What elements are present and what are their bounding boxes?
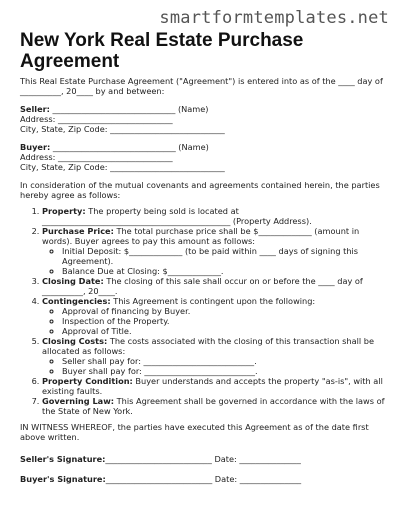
buyer-block bbox=[20, 142, 386, 172]
document-title: New York Real Estate Purchase Agreement bbox=[20, 30, 304, 72]
clause-governing-law-text: This Agreement shall be governed in accordance with the laws of the State of New York. bbox=[42, 396, 385, 416]
seller-date-field: Date: _______________ bbox=[211, 454, 301, 464]
buyer-signature-label: Buyer's Signature: bbox=[20, 474, 106, 484]
buyer-city-line: City, State, Zip Code: ____________________________ bbox=[20, 162, 225, 172]
clause-price-label: Purchase Price: bbox=[42, 226, 114, 236]
seller-address-line: Address: ____________________________ bbox=[20, 114, 173, 124]
clause-property-text: The property being sold is located at ______________________________________________ (Property Address). bbox=[42, 206, 312, 226]
clause-contingencies bbox=[42, 296, 386, 336]
clause-property-label: Property: bbox=[42, 206, 86, 216]
clause-price-text: The total purchase price shall be $_____________ (amount in words). Buyer agrees to pay this amount as follows: bbox=[42, 226, 360, 246]
seller-signature-label: Seller's Signature: bbox=[20, 454, 106, 464]
closing-costs-buyer: ◦ Buyer shall pay for: ___________________________. bbox=[62, 366, 386, 376]
closing-costs-sublist bbox=[42, 356, 386, 376]
price-initial-deposit: ◦ Initial Deposit: $_____________ (to be paid within ____ days of signing this Agreement). bbox=[62, 246, 386, 266]
buyer-date-field: Date: _______________ bbox=[212, 474, 302, 484]
price-balance-due: ◦ Balance Due at Closing: $_____________. bbox=[62, 266, 386, 276]
clause-closing-date-label: Closing Date: bbox=[42, 276, 104, 286]
clause-closing-costs-text: The costs associated with the closing of this transaction shall be allocated as follows: bbox=[42, 336, 374, 356]
seller-signature-line bbox=[20, 454, 386, 464]
clause-closing-date bbox=[42, 276, 386, 296]
contingency-financing: ◦ Approval of financing by Buyer. bbox=[62, 306, 386, 316]
seller-label: Seller: bbox=[20, 104, 50, 114]
clause-condition bbox=[42, 376, 386, 396]
seller-city-line: City, State, Zip Code: ____________________________ bbox=[20, 124, 225, 134]
seller-name-line bbox=[20, 104, 386, 114]
intro-paragraph: This Real Estate Purchase Agreement ("Agreement") is entered into as of the ____ day of __________, 20____ by and between: bbox=[20, 76, 383, 96]
clause-property bbox=[42, 206, 386, 226]
buyer-signature-line bbox=[20, 474, 386, 484]
contingency-title: ◦ Approval of Title. bbox=[62, 326, 386, 336]
contingency-inspection: ◦ Inspection of the Property. bbox=[62, 316, 386, 326]
contingencies-sublist bbox=[42, 306, 386, 336]
site-watermark: smartformtemplates.net bbox=[159, 8, 389, 28]
seller-block bbox=[20, 104, 386, 134]
clause-contingencies-text: This Agreement is contingent upon the following: bbox=[110, 296, 316, 306]
buyer-label: Buyer: bbox=[20, 142, 51, 152]
buyer-name-field: ______________________________ (Name) bbox=[50, 142, 209, 152]
seller-signature-blank: __________________________ bbox=[105, 454, 212, 464]
closing-costs-seller: ◦ Seller shall pay for: ___________________________. bbox=[62, 356, 386, 366]
buyer-address-line: Address: ____________________________ bbox=[20, 152, 173, 162]
clause-condition-text: Buyer understands and accepts the property "as-is", with all existing faults. bbox=[42, 376, 383, 396]
clause-closing-costs-label: Closing Costs: bbox=[42, 336, 108, 346]
buyer-signature-blank: __________________________ bbox=[105, 474, 213, 484]
clause-closing-date-text: The closing of this sale shall occur on or before the ____ day of __________, 20____. bbox=[42, 276, 363, 296]
seller-name-field: ______________________________ (Name) bbox=[49, 104, 209, 114]
consideration-paragraph: In consideration of the mutual covenants and agreements contained herein, the parties hereby agree as follows: bbox=[20, 180, 380, 200]
clause-contingencies-label: Contingencies: bbox=[42, 296, 111, 306]
clause-price bbox=[42, 226, 386, 276]
clause-governing-law-label: Governing Law: bbox=[42, 396, 115, 406]
clause-closing-costs bbox=[42, 336, 386, 376]
clause-list bbox=[20, 206, 386, 416]
witness-paragraph: IN WITNESS WHEREOF, the parties have executed this Agreement as of the date first above written. bbox=[20, 422, 369, 442]
clause-condition-label: Property Condition: bbox=[42, 376, 133, 386]
clause-governing-law bbox=[42, 396, 386, 416]
buyer-name-line bbox=[20, 142, 386, 152]
document-body bbox=[20, 76, 386, 494]
price-sublist bbox=[42, 246, 386, 276]
